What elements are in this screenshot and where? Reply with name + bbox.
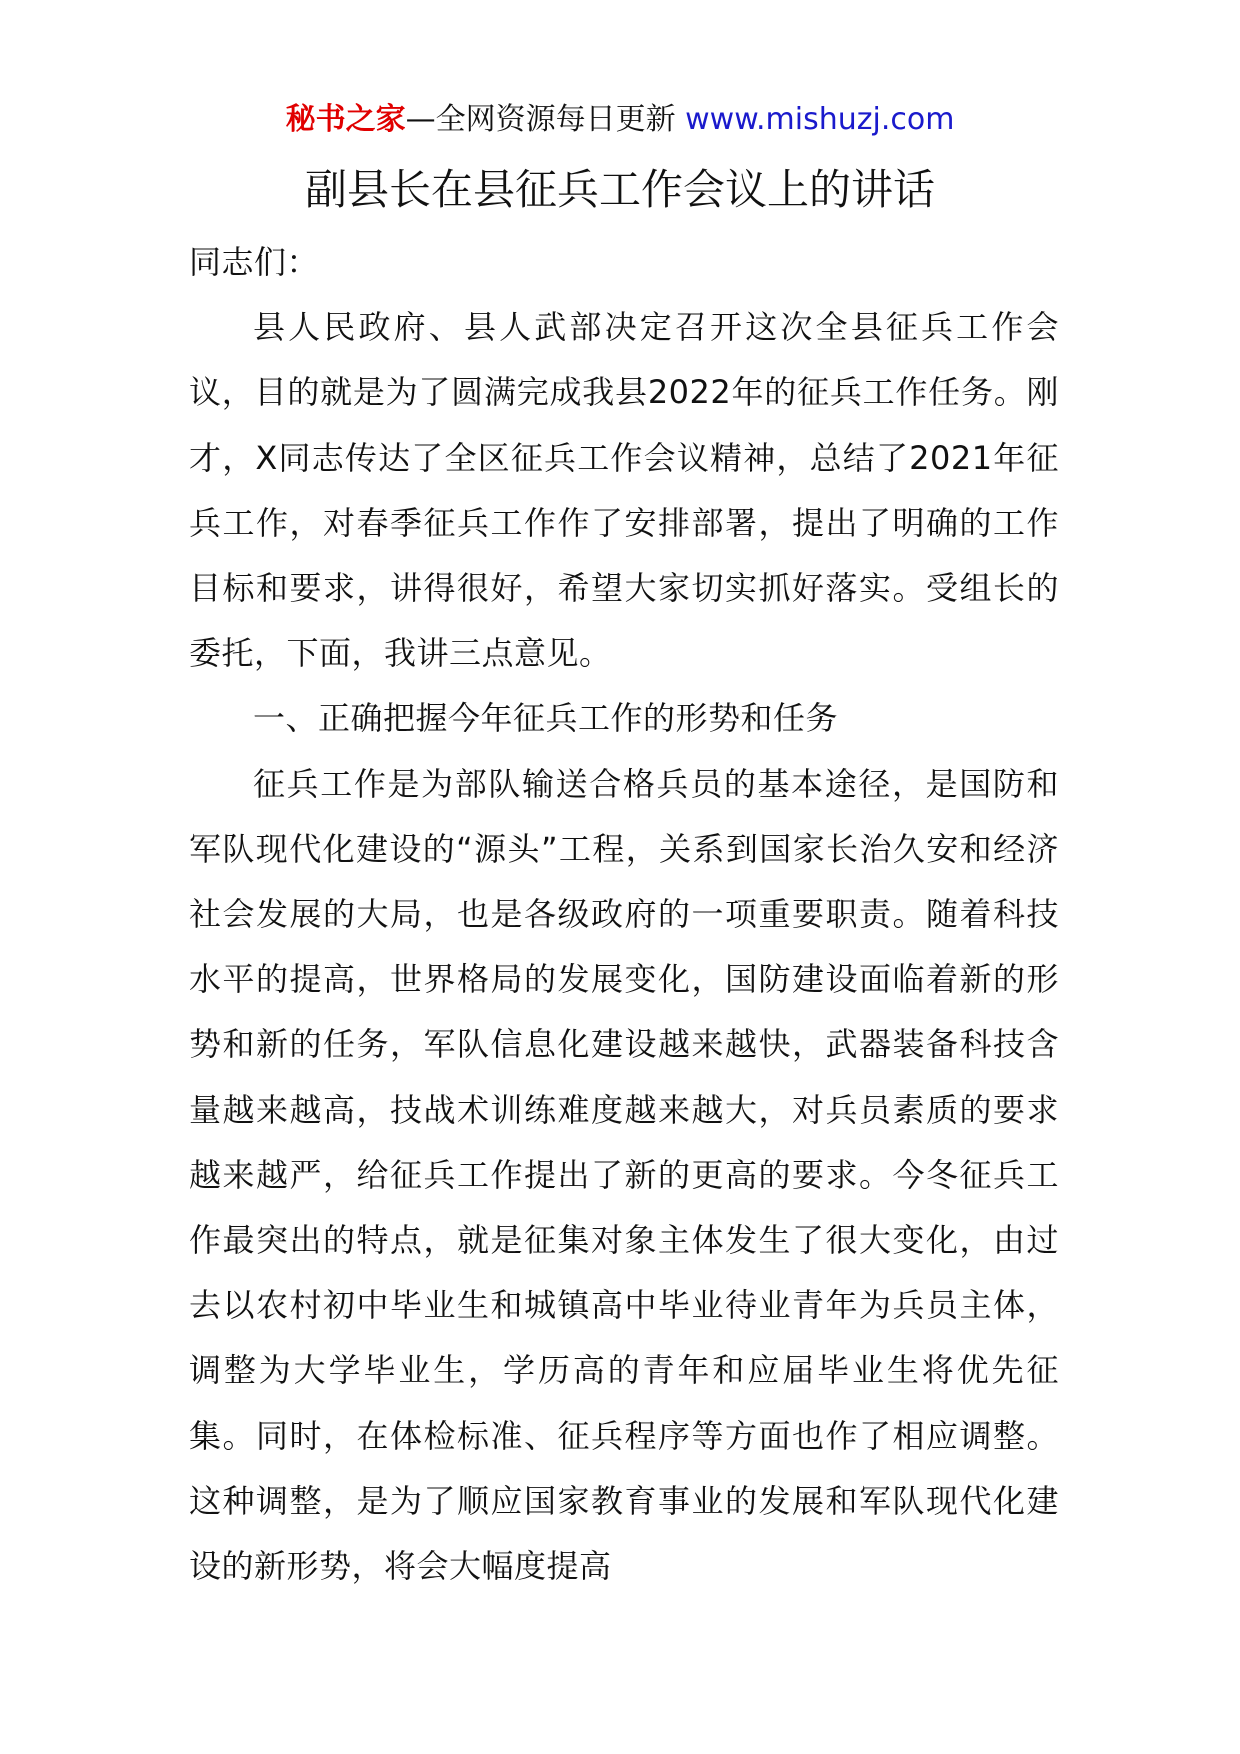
paragraph-situation: 征兵工作是为部队输送合格兵员的基本途径，是国防和军队现代化建设的“源头”工程，关系到国家长治久安和经济社会发展的大局，也是各级政府的一项重要职责。随着科技水平的提高，世界格局的发展变化，国防建设面临着新的形势和新的任务，军队信息化建设越来越快，武器装备科技含量越来越高，技战术训练难度越来越大，对兵员素质的要求越来越严，给征兵工作提出了新的更高的要求。今冬征兵工作最突出的特点，就是征集对象主体发生了很大变化，由过去以农村初中毕业生和城镇高中毕业待业青年为兵员主体，调整为大学毕业生，学历高的青年和应届毕业生将优先征集。同时，在体检标准、征兵程序等方面也作了相应调整。这种调整，是为了顺应国家教育事业的发展和军队现代化建设的新形势，将会大幅度提高 (189, 764, 1059, 1586)
site-tagline: —全网资源每日更新 (405, 102, 686, 137)
site-header (0, 100, 1240, 140)
brand-name: 秘书之家 (285, 102, 406, 137)
site-url-link[interactable]: www.mishuzj.com (685, 102, 955, 137)
document-body (189, 230, 1059, 1599)
paragraph-intro: 县人民政府、县人武部决定召开这次全县征兵工作会议，目的就是为了圆满完成我县2022年的征兵工作任务。刚才，X同志传达了全区征兵工作会议精神，总结了2021年征兵工作，对春季征兵工作作了安排部署，提出了明确的工作目标和要求，讲得很好，希望大家切实抓好落实。受组长的委托，下面，我讲三点意见。 (189, 308, 1059, 673)
section-heading: 一、正确把握今年征兵工作的形势和任务 (253, 699, 839, 738)
salutation: 同志们： (189, 243, 320, 281)
document-title: 副县长在县征兵工作会议上的讲话 (304, 165, 935, 214)
